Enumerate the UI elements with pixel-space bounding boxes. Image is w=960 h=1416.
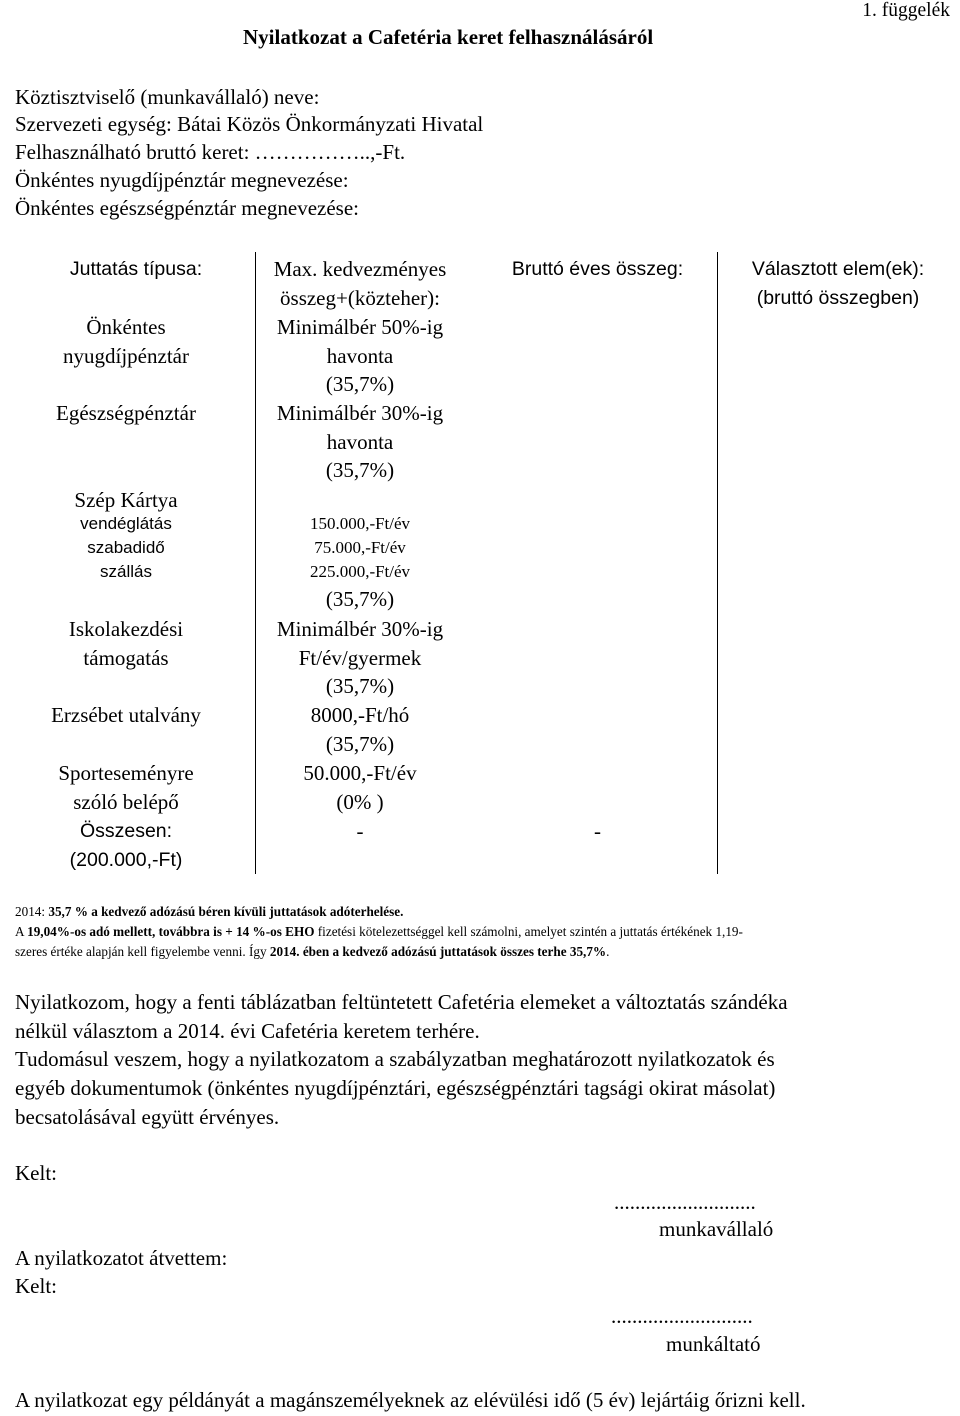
note-text: szeres értéke alapján kell figyelembe venni. Így (15, 944, 270, 959)
row-type-line: nyugdíjpénztár (63, 343, 189, 368)
signature-dots-employee: ........................... (614, 1190, 756, 1214)
row-type-line: támogatás (83, 645, 169, 670)
appendix-label: 1. függelék (862, 0, 950, 21)
employee-name-label: Köztisztviselő (munkavállaló) neve: (15, 85, 320, 109)
note-text: 2014: (15, 904, 49, 919)
header-max-line2: összeg+(közteher): (280, 285, 440, 310)
note-text: A (15, 924, 28, 939)
row-max-line: (35,7%) (325, 372, 395, 396)
note-text: . (606, 944, 610, 959)
row-sub-line: vendéglátás (80, 514, 172, 533)
page-title: Nyilatkozat a Cafetéria keret felhasználásáról (243, 25, 654, 49)
row-erzsebet-type: Erzsébet utalvány (51, 703, 201, 727)
row-sub-line: szabadidő (87, 538, 165, 557)
header-chosen (718, 255, 958, 312)
tax-note-line1 (15, 902, 950, 922)
row-school-type (10, 615, 242, 672)
org-unit-label: Szervezeti egység: Bátai Közös Önkormányzati Hivatal (15, 112, 484, 136)
tax-note-line2 (15, 922, 950, 942)
pension-fund-label: Önkéntes nyugdíjpénztár megnevezése: (15, 168, 349, 192)
declaration-line: becsatolásával együtt érvényes. (15, 1105, 280, 1129)
row-szep-type: Szép Kártya (74, 488, 178, 512)
budget-label: Felhasználható bruttó keret: ……………..,-Ft. (15, 140, 406, 164)
header-chosen-line2: (bruttó összegben) (756, 286, 920, 309)
declaration-line: Tudomásul veszem, hogy a nyilatkozatom a szabályzatban meghatározott nyilatkozatok és (15, 1047, 775, 1071)
row-health-type (10, 399, 242, 428)
kelt-label-2: Kelt: (15, 1274, 57, 1298)
row-sport-type (10, 759, 242, 816)
footer-note: A nyilatkozat egy példányát a magánszemélyeknek az elévülési idő (5 év) lejártáig őrizni kell. (15, 1388, 806, 1412)
row-max-line: Ft/év/gyermek (298, 645, 422, 670)
row-max-line: (0% ) (336, 789, 384, 814)
health-fund-label: Önkéntes egészségpénztár megnevezése: (15, 196, 359, 220)
employee-signature-label: munkavállaló (659, 1217, 774, 1241)
employer-signature-label: munkáltató (666, 1332, 761, 1356)
row-erzsebet-max (255, 701, 465, 758)
tax-note-line3 (15, 942, 950, 962)
row-max-line: Minimálbér 30%-ig (276, 401, 444, 425)
row-max-line: (35,7%) (325, 674, 395, 698)
grid-line (717, 252, 718, 874)
row-max-line: (35,7%) (325, 731, 395, 756)
header-max-line1: Max. kedvezményes (273, 257, 447, 281)
declaration-paragraph-2 (15, 1045, 950, 1132)
row-total-type (10, 817, 242, 874)
row-szep-subtypes (10, 512, 242, 584)
note-bold: 19,04%-os adó mellett, továbbra is + 14 %-os EHO (27, 924, 315, 939)
row-szep-amounts (255, 512, 465, 584)
row-type-line: szóló belépő (73, 789, 179, 814)
row-type-line: (200.000,-Ft) (69, 848, 183, 871)
row-max-line: havonta (326, 429, 394, 454)
row-amount-line: 150.000,-Ft/év (309, 514, 411, 533)
row-max-line: Minimálbér 50%-ig (276, 315, 444, 339)
note-text: fizetési kötelezettséggel kell számolni, amelyet szintén a juttatás értékének 1,19- (314, 924, 743, 939)
header-type: Juttatás típusa: (69, 258, 203, 280)
declaration-line: Nyilatkozom, hogy a fenti táblázatban feltüntetett Cafetéria elemeket a változtatás szándéka (15, 990, 788, 1014)
note-bold: 2014. ében a kedvező adózású juttatások összes terhe 35,7% (269, 944, 607, 959)
row-type-line: Sporteseményre (58, 761, 194, 785)
header-gross: Bruttó éves összeg: (511, 258, 684, 280)
row-type-line: Önkéntes (86, 315, 166, 339)
row-max-line: Minimálbér 30%-ig (276, 617, 444, 641)
header-chosen-line1: Választott elem(ek): (751, 258, 925, 280)
row-amount-line: 75.000,-Ft/év (314, 538, 406, 557)
row-school-max (255, 615, 465, 701)
row-type-line: Összesen: (79, 820, 173, 842)
row-type-line: Egészségpénztár (56, 401, 196, 425)
row-sub-line: szállás (100, 562, 152, 581)
kelt-label-1: Kelt: (15, 1161, 57, 1185)
row-total-gross: - (594, 819, 601, 843)
declaration-paragraph-1 (15, 988, 950, 1046)
row-amount-line: 225.000,-Ft/év (309, 562, 411, 581)
row-pension-type (10, 313, 242, 370)
note-bold: 35,7 % a kedvező adózású béren kívüli juttatások adóterhelése. (48, 904, 404, 919)
row-szep-rate: (35,7%) (325, 587, 395, 611)
row-sport-max (255, 759, 465, 816)
row-max-line: havonta (326, 343, 394, 368)
header-max (255, 255, 465, 312)
received-label: A nyilatkozatot átvettem: (15, 1246, 228, 1270)
row-total-max: - (356, 819, 364, 843)
row-pension-max (255, 313, 465, 399)
declaration-line: nélkül választom a 2014. évi Cafetéria keretem terhére. (15, 1019, 480, 1043)
row-health-max (255, 399, 465, 485)
row-max-line: 50.000,-Ft/év (303, 761, 417, 785)
signature-dots-employer: ........................... (611, 1304, 753, 1328)
declaration-line: egyéb dokumentumok (önkéntes nyugdíjpénztári, egészségpénztári tagsági okirat másolat) (15, 1076, 776, 1100)
row-type-line: Iskolakezdési (68, 617, 184, 641)
row-max-line: (35,7%) (325, 458, 395, 482)
row-max-line: 8000,-Ft/hó (310, 703, 410, 727)
